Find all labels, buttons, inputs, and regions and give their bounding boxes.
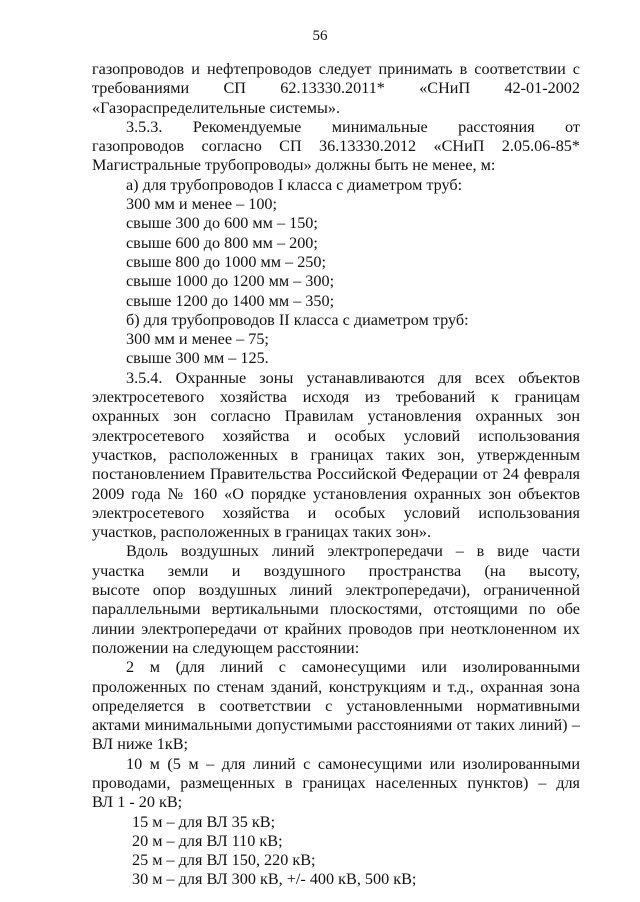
text-line: параллельными вертикальными плоскостями, отстоящими по обе — [92, 600, 580, 619]
text-line: ВЛ 1 - 20 кВ; — [92, 793, 183, 812]
text-line: требованиями СП 62.13330.2011* «СНиП 42-01-2002 — [92, 79, 580, 98]
list-item: свыше 800 до 1000 мм – 250; — [126, 252, 326, 271]
list-item: свыше 1200 до 1400 мм – 350; — [126, 291, 335, 310]
list-item: свыше 1000 до 1200 мм – 300; — [126, 272, 335, 291]
text-line: Магистральные трубопроводы» должны быть не менее, м: — [92, 156, 496, 175]
text-line: участков, расположенных в границах таких зон, утвержденным — [92, 445, 580, 464]
text-line: проложенных по стенам зданий, конструкциям и т.д., охранная зона — [92, 677, 580, 696]
document-body — [92, 60, 580, 890]
list-item: 30 м – для ВЛ 300 кВ, +/- 400 кВ, 500 кВ; — [132, 870, 417, 889]
text-line: высоте опор воздушных линий электропередачи), ограниченной — [92, 581, 580, 600]
text-line: ВЛ ниже 1кВ; — [92, 735, 188, 754]
text-line: постановлением Правительства Российской Федерации от 24 февраля — [92, 465, 580, 484]
list-item: свыше 600 до 800 мм – 200; — [126, 233, 318, 252]
list-item: 300 мм и менее – 75; — [126, 330, 269, 349]
text-line: проводами, размещенных в границах населенных пунктов) – для — [92, 773, 580, 792]
text-line: «Газораспределительные системы». — [92, 98, 341, 117]
text-line: газопроводов и нефтепроводов следует принимать в соответствии с — [92, 60, 580, 78]
text-line: газопроводов согласно СП 36.13330.2012 «СНиП 2.05.06-85* — [92, 137, 580, 156]
list-item: 15 м – для ВЛ 35 кВ; — [132, 812, 276, 831]
text-line: охранных зон согласно Правилам установления охранных зон — [92, 407, 580, 426]
section-3-5-3-heading-line: 3.5.3. Рекомендуемые минимальные расстояния от — [126, 117, 580, 136]
text-line: электросетевого хозяйства и особых условий использования — [92, 426, 580, 445]
page-number: 56 — [312, 28, 328, 44]
text-line: определяется в соответствии с установленными нормативными — [92, 696, 580, 715]
paragraph-start-line: 2 м (для линий с самонесущими или изолированными — [126, 658, 580, 677]
text-line: участков, расположенных в границах таких зон». — [92, 523, 432, 542]
section-3-5-4-heading-line: 3.5.4. Охранные зоны устанавливаются для всех объектов — [126, 368, 580, 387]
text-line: электросетевого хозяйства и особых условий использования — [92, 503, 580, 522]
list-item: а) для трубопроводов I класса с диаметром труб: — [126, 175, 463, 194]
list-item: б) для трубопроводов II класса с диаметром труб: — [126, 310, 469, 329]
list-item: свыше 300 до 600 мм – 150; — [126, 214, 318, 233]
paragraph-start-line: Вдоль воздушных линий электропередачи – в виде части — [126, 542, 580, 561]
text-line: положении на следующем расстоянии: — [92, 638, 360, 657]
text-line: 2009 года № 160 «О порядке установления охранных зон объектов — [92, 484, 580, 503]
text-line: электросетевого хозяйства исходя из требований к границам — [92, 388, 580, 407]
text-line: линии электропередачи от крайних проводов при неотклоненном их — [92, 619, 580, 638]
list-item: 20 м – для ВЛ 110 кВ; — [132, 831, 283, 850]
text-line: участка земли и воздушного пространства (на высоту, — [92, 561, 580, 580]
list-item: 25 м – для ВЛ 150, 220 кВ; — [132, 851, 316, 870]
list-item: 300 мм и менее – 100; — [126, 195, 277, 214]
paragraph-start-line: 10 м (5 м – для линий с самонесущими или изолированными — [126, 754, 580, 773]
list-item: свыше 300 мм – 125. — [126, 349, 269, 368]
text-line: актами минимальными допустимыми расстояниями от таких линий) – — [92, 716, 580, 735]
